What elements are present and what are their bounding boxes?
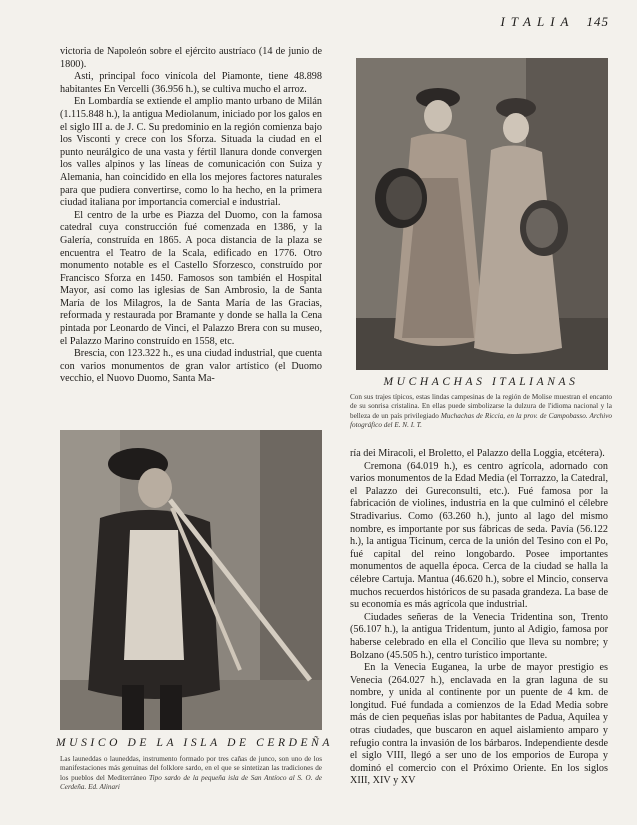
photo-illustration [356,58,608,370]
photo-title: MUSICO DE LA ISLA DE CERDEÑA [56,737,334,749]
paragraph: Ciudades señeras de la Venecia Tridentina son, Trento (56.107 h.), la antigua Tridentum, junto al Adigio, famosa por haberse celebrado en ella el Concilio que lleva su nombre; y Bolzano (45.505 h.), centro turístico importante. [350,611,608,661]
paragraph: Brescia, con 123.322 h., es una ciudad industrial, que cuenta con varios monumentos de gran valor artístico (el Duomo vecchio, el Nuovo Duomo, Santa Ma- [60,348,322,385]
photo-credit: Muchachas de Riccia, en la prov. de Campobasso. Archivo fotográfico del E. N. I. T. [350,411,613,430]
section-title: ITALIA [500,14,575,29]
photo-caption [60,755,322,793]
caption-body: Con sus trajes típicos, estas lindas campesinas de la región de Molise muestran el encanto de su sonrisa cristalina. En ellas puede simbolizarse la dulzura de l'idioma nacional y la belleza de un país privilegiado [350,393,612,420]
photo-caption [350,393,612,431]
text-column-left [60,46,322,386]
caption-body: Las launeddas o launeddas, instrumento formado por tres cañas de junco, son uno de los manifestaciones más genuinas del folklore sardo, en el que se sintetizan las tradiciones de los pueblos del Mediterráneo [60,755,322,782]
paragraph: Asti, principal foco vinícola del Piamonte, tiene 48.898 habitantes En Vercelli (36.956 h.), se cultiva mucho el arroz. [60,71,322,95]
photo-title: MUCHACHAS ITALIANAS [383,376,579,388]
paragraph: En Lombardía se extiende el amplio manto urbano de Milán (1.115.848 h.), la antigua Mediolanum, iniciado por los galos en el siglo III a. de J. C. Su predominio en la región comienza bajo los Visconti y crece con los Sforza. Situada la ciudad en el punto neurálgico de una vasta y fértil llanura donde convergen los valles alpinos y las líneas de comunicación con Suiza y Alemania, han coincidido en ella los mejores factores naturales para que pudiera convertirse, como lo ha hecho, en la primera ciudad italiana por importancia comercial e industrial. [60,96,322,209]
paragraph: ría dei Miracoli, el Broletto, el Palazzo della Loggia, etcétera). [350,448,605,459]
paragraph: victoria de Napoleón sobre el ejército austríaco (14 de junio de 1800). [60,46,322,70]
paragraph: En la Venecia Euganea, la urbe de mayor prestigio es Venecia (264.027 h.), enclavada en la gran laguna de su nombre, y unida al continente por un puente de 4 km. de longitud. Fué fundada a comienzos de la Edad Media sobre más de cien pequeñas islas por habitantes de Padua, Aquilea y otras ciudades, que buscaron en aquel aislamiento amparo y refugio contra la invasión de los bárbaros. Independiente desde el siglo VIII, llegó a ser uno de los emporios de Europa y dominó el comercio con el Próximo Oriente. En los siglos XIII, XIV y XV [350,662,608,787]
paragraph: El centro de la urbe es Piazza del Duomo, con la famosa catedral cuya construcción fué comenzada en 1386, y la Galería, construída en 1865. A poca distancia de la plaza se encuentra el Teatro de la Scala, edificado en 1776. Otro monumento notable es el Castello Sforzesco, construído por Francisco Sforza en 1450. Famosos son también el Hospital Mayor, así como las iglesias de San Ambrosio, la de Santa María de los Milagros, la de Santa María de las Gracias, reformada y restaurada por Bramante y donde se halla la Cena pintada por Leonardo de Vinci, el Palazzo Brera con su museo, el Palazzo Marino construído en 1558, etc. [60,209,322,347]
paragraph: Cremona (64.019 h.), es centro agrícola, adornado con varios monumentos de la Edad Media (el Torrazzo, la Catedral, el Palazzo dei Gureconsulti, etc.). Fué famosa por la fabricación de violines, industria en la que culminó el célebre Stradivarius. Como (63.260 h.), junto al lago del mismo nombre, es importante por sus fábricas de seda. Pavía (56.122 h.), la antigua Ticinum, cerca de la unión del Tesino con el Po, fué capital del reino longobardo. Posee importantes monumentos de aquella época. Cerca de la ciudad se halla la célebre Cartuja. Mantua (46.620 h.), sobre el Mincio, conserva muchos recuerdos históricos de su pasada grandeza. La base de su economía es más agrícola que industrial. [350,460,608,611]
photo-italian-girls [356,58,608,370]
photo-credit: Tipo sardo de la pequeña isla de San Antíoco al S. O. de Cerdeña. Ed. Alinari [60,773,322,792]
page-number: 145 [586,14,609,29]
text-column-right [350,448,608,788]
photo-illustration [60,430,322,730]
running-header [500,14,609,30]
photo-sardinian-musician [60,430,322,730]
